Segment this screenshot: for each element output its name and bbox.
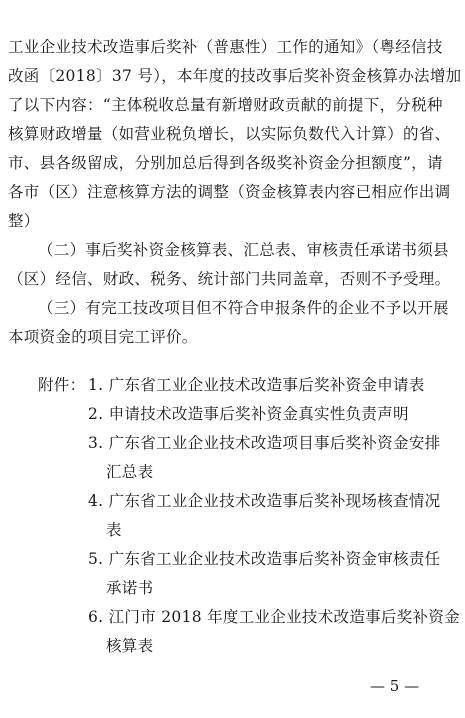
paragraph-3-line-1: （三）有完工技改项目但不符合申报条件的企业不予以开展 bbox=[38, 299, 449, 317]
paragraph-2-line-1: （二）事后奖补资金核算表、汇总表、审核责任承诺书须县 bbox=[38, 241, 449, 259]
attachment-item-6-continued: 核算表 bbox=[106, 637, 154, 655]
attachment-item-1: 1. 广东省工业企业技术改造事后奖补资金申请表 bbox=[88, 376, 425, 394]
paragraph-3-line-2: 本项资金的项目完工评价。 bbox=[8, 328, 198, 346]
paragraph-2-line-2: （区）经信、财政、税务、统计部门共同盖章，否则不予受理。 bbox=[8, 270, 451, 288]
attachment-item-3: 3. 广东省工业企业技术改造项目事后奖补资金安排 bbox=[88, 434, 441, 452]
paragraph-1-line-1: 工业企业技术改造事后奖补（普惠性）工作的通知》（粤经信技 bbox=[8, 38, 443, 56]
paragraph-1-line-5: 市、县各级留成，分别加总后得到各级奖补资金分担额度”，请 bbox=[8, 154, 443, 172]
attachment-item-2: 2. 申请技术改造事后奖补资金真实性负责声明 bbox=[88, 405, 409, 423]
attachment-item-4-continued: 表 bbox=[106, 521, 122, 539]
page-number: — 5 — bbox=[370, 677, 420, 695]
paragraph-1-line-4: 核算财政增量（如营业税负增长，以实际负数代入计算）的省、 bbox=[8, 125, 451, 143]
attachment-item-5: 5. 广东省工业企业技术改造事后奖补资金审核责任 bbox=[88, 550, 441, 568]
attachment-item-5-continued: 承诺书 bbox=[106, 579, 154, 597]
paragraph-1-line-6: 各市（区）注意核算方法的调整（资金核算表内容已相应作出调 bbox=[8, 183, 451, 201]
paragraph-1-line-7: 整） bbox=[8, 212, 40, 230]
attachment-item-3-continued: 汇总表 bbox=[106, 463, 154, 481]
paragraph-1-line-3: 了以下内容：“主体税收总量有新增财政贡献的前提下，分税种 bbox=[8, 96, 443, 114]
attachment-item-4: 4. 广东省工业企业技术改造事后奖补现场核查情况 bbox=[88, 492, 441, 510]
paragraph-1-line-2: 改函〔2018〕37 号），本年度的技改事后奖补资金核算办法增加 bbox=[8, 67, 462, 85]
attachment-item-6: 6. 江门市 2018 年度工业企业技术改造事后奖补资金 bbox=[88, 608, 460, 626]
attachments-label: 附件： bbox=[38, 376, 86, 394]
